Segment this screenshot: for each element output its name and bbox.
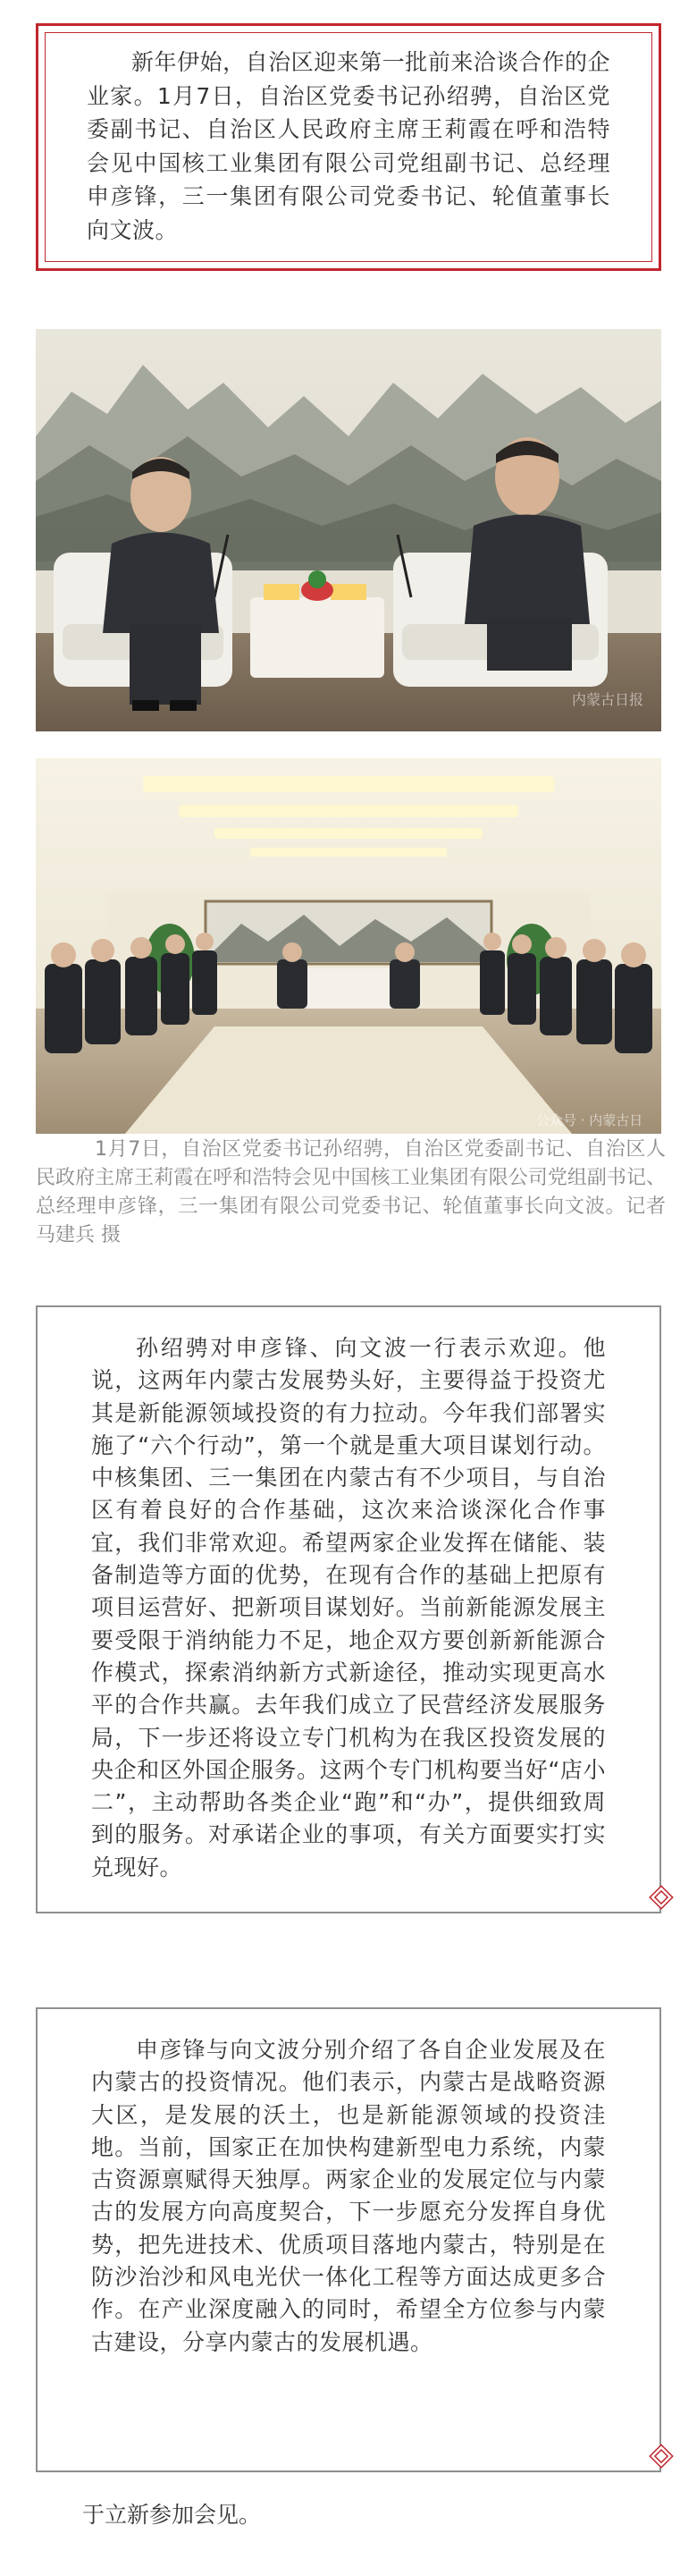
section-1-text: 孙绍骋对申彦锋、向文波一行表示欢迎。他说，这两年内蒙古发展势头好，主要得益于投资尤其是新能源领域投资的有力拉动。今年我们部署实施了“六个行动”，第一个就是重大项目谋划行动。中核集团、三一集团在内蒙古有不少项目，与自治区有着良好的合作基础，这次来洽谈深化合作事宜，我们非常欢迎。希望两家企业发挥在储能、装备制造等方面的优势，在现有合作的基础上把原有项目运营好、把新项目谋划好。当前新能源发展主要受限于消纳能力不足，地企双方要创新新能源合作模式，探索消纳新方式新途径，推动实现更高水平的合作共赢。去年我们成立了民营经济发展服务局，下一步还将设立专门机构为在我区投资发展的央企和区外国企服务。这两个专门机构要当好“店小二”，主动帮助各类企业“跑”和“办”，提供细致周到的服务。对承诺企业的事项，有关方面要实打实兑现好。 [91, 1335, 606, 1880]
section-2-box [36, 2007, 661, 2472]
intro-box [36, 23, 661, 271]
section-2-text: 申彦锋与向文波分别介绍了各自企业发展及在内蒙古的投资情况。他们表示，内蒙古是战略资源大区，是发展的沃土，也是新能源领域的投资洼地。当前，国家正在加快构建新型电力系统，内蒙古资源禀赋得天独厚。两家企业的发展定位与内蒙古的发展方向高度契合，下一步愿充分发挥自身优势，把先进技术、优质项目落地内蒙古，特别是在防沙治沙和风电光伏一体化工程等方面达成更多合作。在产业深度融入的同时，希望全方位参与内蒙古建设，分享内蒙古的发展机遇。 [91, 2037, 606, 2355]
photo-2-watermark: 公众号 · 内蒙古日 [536, 1112, 643, 1128]
photo-caption [36, 1136, 666, 1250]
photo-1-illustration [36, 329, 661, 731]
photo-2-illustration [36, 758, 661, 1134]
intro-text: 新年伊始，自治区迎来第一批前来洽谈合作的企业家。1月7日，自治区党委书记孙绍骋，自治区党委副书记、自治区人民政府主席王莉霞在呼和浩特会见中国核工业集团有限公司党组副书记、总经理申彦锋，三一集团有限公司党委书记、轮值董事长向文波。 [87, 49, 610, 243]
diamond-ornament-icon [649, 1885, 674, 1910]
diamond-ornament-icon [649, 2444, 674, 2469]
section-1-box [36, 1305, 661, 1913]
photo-caption-text: 1月7日，自治区党委书记孙绍骋，自治区党委副书记、自治区人民政府主席王莉霞在呼和浩特会见中国核工业集团有限公司党组副书记、总经理申彦锋，三一集团有限公司党委书记、轮值董事长向文波。记者 马建兵 摄 [36, 1138, 666, 1246]
photo-1-watermark: 内蒙古日报 [572, 691, 644, 708]
footer-text: 于立新参加会见。 [82, 2502, 262, 2528]
meeting-two-leaders-photo [36, 329, 661, 731]
meeting-room-wide-photo [36, 758, 661, 1134]
